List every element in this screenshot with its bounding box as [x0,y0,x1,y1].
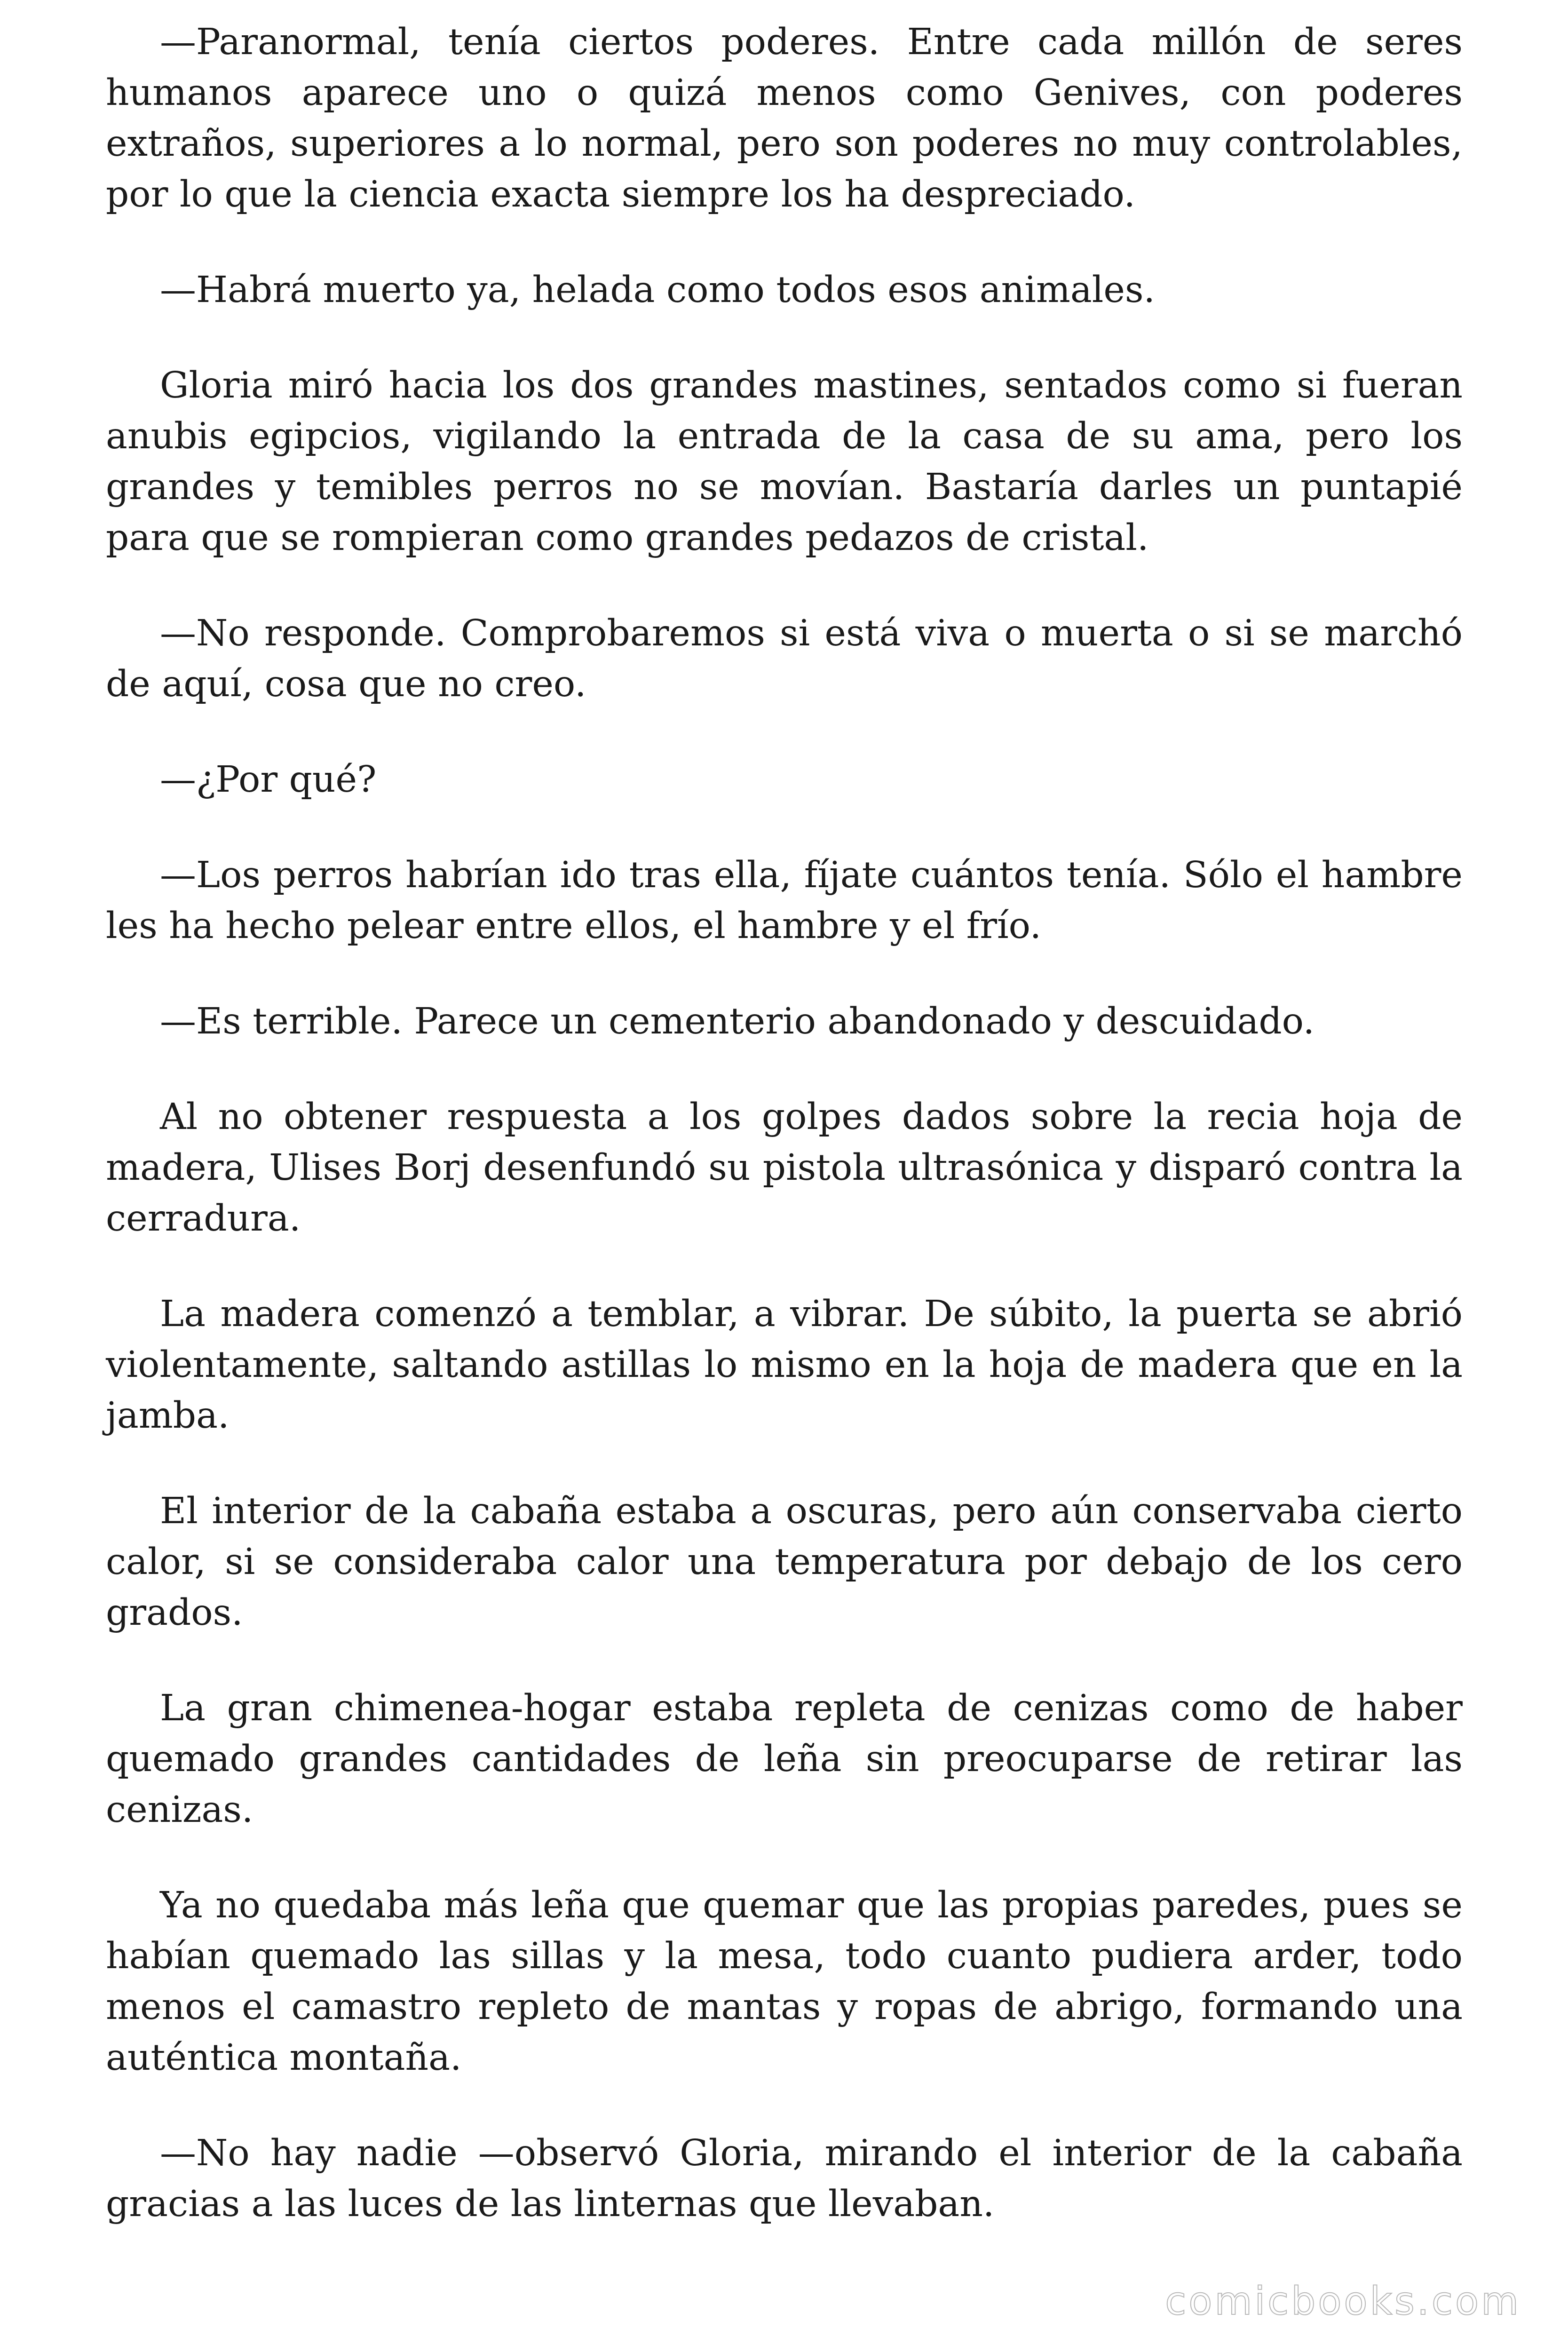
paragraph: Ya no quedaba más leña que quemar que las propias paredes, pues se habían quemado las sillas y la mesa, todo cuanto pudiera arder, todo menos el camastro repleto de mantas y ropas de abrigo, formando una auténtica montaña. [106,1884,1463,2079]
paragraph: Gloria miró hacia los dos grandes mastines, sentados como si fueran anubis egipcios, vigilando la entrada de la casa de su ama, pero los grandes y temibles perros no se movían. Bastaría darles un puntapié para que se rompieran como grandes pedazos de cristal. [106,365,1463,559]
body-text [106,17,1463,2274]
paragraph: —No responde. Comprobaremos si está viva o muerta o si se marchó de aquí, cosa que no creo. [106,612,1463,705]
paragraph: —Paranormal, tenía ciertos poderes. Entre cada millón de seres humanos aparece uno o quizá menos como Genives, con poderes extraños, superiores a lo normal, pero son poderes no muy controlables, por lo que la ciencia exacta siempre los ha despreciado. [106,21,1463,215]
paragraph: La gran chimenea-hogar estaba repleta de cenizas como de haber quemado grandes cantidades de leña sin preocuparse de retirar las cenizas. [106,1687,1463,1831]
paragraph: Al no obtener respuesta a los golpes dados sobre la recia hoja de madera, Ulises Borj desenfundó su pistola ultrasónica y disparó contra la cerradura. [106,1096,1463,1240]
paragraph: —Es terrible. Parece un cementerio abandonado y descuidado. [160,1001,1315,1042]
paragraph: La madera comenzó a temblar, a vibrar. De súbito, la puerta se abrió violentamente, saltando astillas lo mismo en la hoja de madera que en la jamba. [106,1293,1463,1437]
paragraph: —Habrá muerto ya, helada como todos esos animales. [160,269,1155,311]
paragraph: —No hay nadie —observó Gloria, mirando el interior de la cabaña gracias a las luces de las linternas que llevaban. [106,2132,1463,2225]
watermark: comicbooks.com [1165,2279,1521,2324]
paragraph: —Los perros habrían ido tras ella, fíjate cuántos tenía. Sólo el hambre les ha hecho pelear entre ellos, el hambre y el frío. [106,854,1463,947]
paragraph: —¿Por qué? [160,759,377,801]
paragraph: El interior de la cabaña estaba a oscuras, pero aún conservaba cierto calor, si se consideraba calor una temperatura por debajo de los cero grados. [106,1490,1463,1634]
